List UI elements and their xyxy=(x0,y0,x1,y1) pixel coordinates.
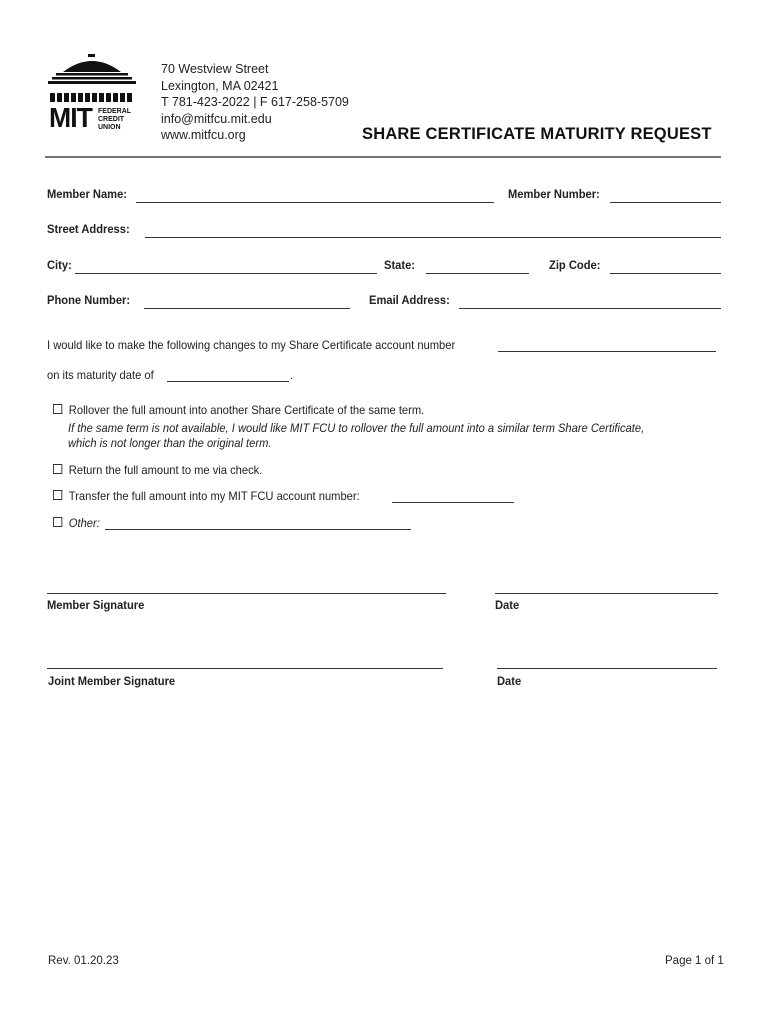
member-signature-line[interactable] xyxy=(47,593,446,594)
mitfcu-logo xyxy=(46,52,138,142)
rollover-checkbox[interactable] xyxy=(53,404,62,414)
header-divider xyxy=(45,156,721,158)
rollover-label: Rollover the full amount into another Share Certificate of the same term. xyxy=(68,403,425,417)
phone-number-label: Phone Number: xyxy=(47,293,131,307)
maturity-date-period: . xyxy=(290,368,294,382)
zip-code-label: Zip Code: xyxy=(549,258,601,272)
check-checkbox[interactable] xyxy=(53,464,62,474)
logo-words xyxy=(98,108,131,132)
email-address-label: Email Address: xyxy=(369,293,450,307)
transfer-label: Transfer the full amount into my MIT FCU account number: xyxy=(68,489,360,503)
email-address-field[interactable] xyxy=(459,308,721,309)
page-number: Page 1 of 1 xyxy=(665,955,724,967)
rollover-note-line1: If the same term is not available, I would like MIT FCU to rollover the full amount into a similar term Share Certificate, xyxy=(68,421,645,435)
address-phone: T 781-423-2022 | F 617-258-5709 xyxy=(161,95,349,109)
maturity-date-field[interactable] xyxy=(167,381,289,382)
address-city: Lexington, MA 02421 xyxy=(161,78,279,93)
option-rollover[interactable] xyxy=(53,403,424,417)
logo-mark: MIT xyxy=(49,102,92,133)
state-label: State: xyxy=(384,258,416,272)
other-label: Other: xyxy=(68,516,100,530)
logo-word-credit: CREDIT xyxy=(98,116,125,123)
joint-signature-label: Joint Member Signature xyxy=(48,674,176,688)
option-check[interactable] xyxy=(53,463,262,477)
revision-label: Rev. 01.20.23 xyxy=(48,955,119,967)
city-label: City: xyxy=(47,258,72,272)
street-address-field[interactable] xyxy=(145,237,721,238)
option-transfer[interactable] xyxy=(53,489,360,503)
address-email[interactable]: info@mitfcu.mit.edu xyxy=(161,111,272,126)
member-date-label: Date xyxy=(495,598,520,612)
member-name-field[interactable] xyxy=(136,202,494,203)
transfer-checkbox[interactable] xyxy=(53,490,62,500)
city-field[interactable] xyxy=(75,273,377,274)
account-number-field[interactable] xyxy=(498,351,716,352)
rollover-note-line2: which is not longer than the original term. xyxy=(68,436,272,450)
account-number-statement: I would like to make the following changes to my Share Certificate account number xyxy=(47,338,456,352)
member-number-field[interactable] xyxy=(610,202,721,203)
zip-code-field[interactable] xyxy=(610,273,721,274)
address-street: 70 Westview Street xyxy=(161,62,269,76)
form-title: SHARE CERTIFICATE MATURITY REQUEST xyxy=(362,125,712,143)
address-web[interactable]: www.mitfcu.org xyxy=(161,128,246,142)
other-field[interactable] xyxy=(105,529,411,530)
option-other[interactable] xyxy=(53,516,100,530)
logo-word-federal: FEDERAL xyxy=(98,108,132,115)
member-signature-label: Member Signature xyxy=(47,598,145,612)
street-address-label: Street Address: xyxy=(47,222,130,236)
other-checkbox[interactable] xyxy=(53,517,62,527)
state-field[interactable] xyxy=(426,273,529,274)
joint-signature-line[interactable] xyxy=(47,668,443,669)
check-label: Return the full amount to me via check. xyxy=(68,463,263,477)
joint-date-line[interactable] xyxy=(497,668,717,669)
transfer-account-field[interactable] xyxy=(392,502,514,503)
maturity-date-statement: on its maturity date of xyxy=(47,368,154,382)
member-name-label: Member Name: xyxy=(47,187,128,201)
member-number-label: Member Number: xyxy=(508,187,600,201)
member-date-line[interactable] xyxy=(495,593,718,594)
phone-number-field[interactable] xyxy=(144,308,350,309)
joint-date-label: Date xyxy=(497,674,522,688)
logo-word-union: UNION xyxy=(98,124,121,131)
address-block xyxy=(161,61,349,144)
